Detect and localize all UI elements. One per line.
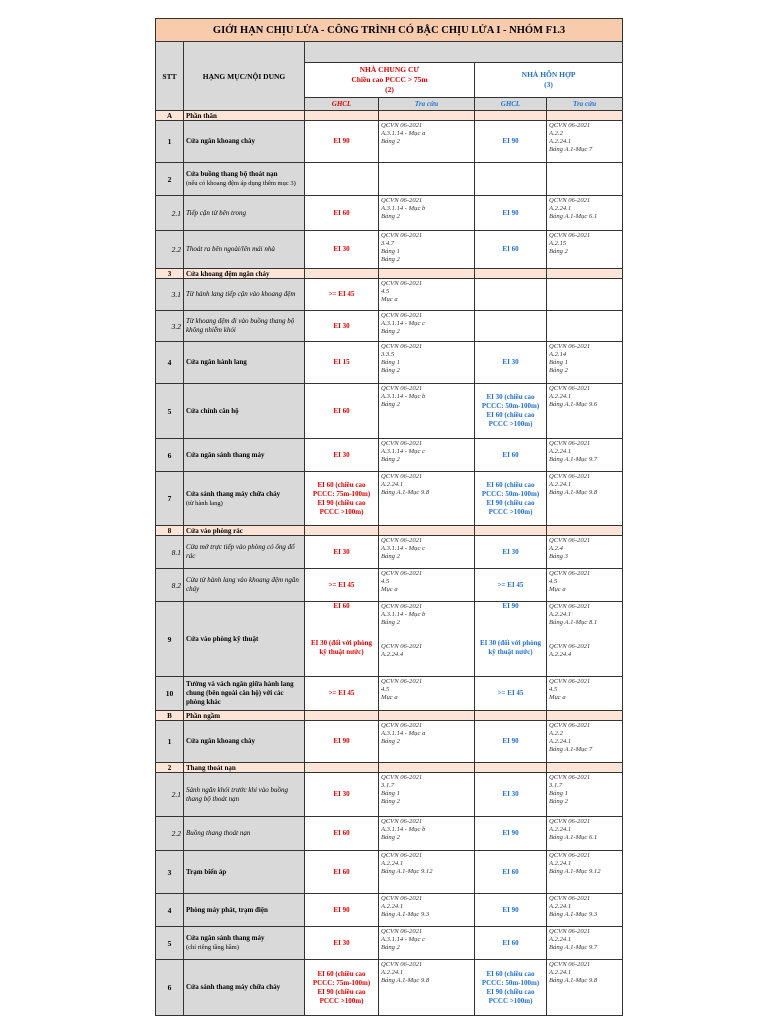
- row-name: [184, 196, 305, 231]
- header-stt: STT: [156, 42, 184, 111]
- tra-cuu-value-2: QCVN 06-2021 4.5 Mục a: [547, 677, 623, 711]
- tra-cuu-value-2: QCVN 06-2021 A.2.2 A.2.24.1 Bảng A.1-Mục 7: [547, 721, 623, 763]
- section-blank: [547, 763, 623, 773]
- ghcl-value-1: EI 60: [305, 384, 379, 439]
- section-row: [156, 269, 623, 279]
- ghcl-value-1: EI 60: [305, 196, 379, 231]
- tra-cuu-value-1: QCVN 06-2021 A.3.1.14 - Mục c Bảng 2: [379, 439, 475, 472]
- group-nha-hon-hop: [475, 63, 623, 98]
- section-blank: [547, 711, 623, 721]
- section-title: Phần ngầm: [184, 711, 305, 721]
- row-name-text: Cửa từ hành lang vào khoang đệm ngăn cháy: [186, 576, 299, 593]
- row-name: [184, 677, 305, 711]
- ghcl-value-1: EI 60 (chiều cao PCCC: 75m-100m) EI 90 (chiều cao PCCC >100m): [305, 960, 379, 1016]
- group2-line2: (3): [544, 80, 553, 89]
- tra-cuu-value-2: QCVN 06-2021 A.2.24.1 Bảng A.1-Mục 9.12: [547, 851, 623, 894]
- row-stt: 2: [156, 163, 184, 196]
- ghcl-value-2: EI 30 (chiều cao PCCC: 50m-100m) EI 60 (chiều cao PCCC >100m): [475, 384, 547, 439]
- row-name-text: Cửa ngăn khoang cháy: [186, 137, 255, 145]
- row-stt: 8.1: [156, 536, 184, 569]
- row-name: [184, 960, 305, 1016]
- section-blank: [379, 269, 475, 279]
- section-blank: [475, 269, 547, 279]
- ghcl-value-1b: EI 30 (đối với phòng kỹ thuật nước): [310, 639, 373, 656]
- page-title: GIỚI HẠN CHỊU LỬA - CÔNG TRÌNH CÓ BẬC CHỊU LỬA I - NHÓM F1.3: [156, 19, 623, 42]
- row-name-text: Cửa ngăn hành lang: [186, 358, 247, 366]
- ghcl-value-1: EI 30: [305, 536, 379, 569]
- ghcl-value-2: EI 30: [475, 536, 547, 569]
- spacer: [307, 611, 376, 639]
- row-name-text: Cửa mở trực tiếp vào phòng có ống đổ rác: [186, 543, 295, 560]
- tra-cuu-value-1: QCVN 06-2021 A.3.1.14 - Mục c Bảng 2: [379, 927, 475, 960]
- table-row: [156, 569, 623, 602]
- tra-cuu-value-1: QCVN 06-2021 4.5 Mục a: [379, 279, 475, 311]
- tra-cuu-value-2: QCVN 06-2021 A.2.24.1 Bảng A.1-Mục 9.7: [547, 439, 623, 472]
- ghcl-value-2: EI 90: [475, 894, 547, 927]
- section-blank: [379, 526, 475, 536]
- table-row: [156, 231, 623, 269]
- ghcl-value-2: EI 60 (chiều cao PCCC: 50m-100m) EI 90 (chiều cao PCCC >100m): [475, 472, 547, 526]
- row-stt: 2.2: [156, 231, 184, 269]
- table-row: [156, 279, 623, 311]
- table-row: [156, 439, 623, 472]
- row-name-text: Tường và vách ngăn giữa hành lang chung (bên ngoài căn hộ) với các phòng khác: [186, 680, 294, 706]
- row-stt: 2.1: [156, 196, 184, 231]
- row-stt: 6: [156, 439, 184, 472]
- ghcl-value-2: EI 60: [475, 851, 547, 894]
- table-row: [156, 196, 623, 231]
- tra-cuu-value-1: [379, 163, 475, 196]
- ghcl-value-1: EI 60: [305, 817, 379, 851]
- row-stt: 5: [156, 927, 184, 960]
- table-body: [156, 111, 623, 1016]
- ghcl-2: GHCL: [475, 98, 547, 111]
- row-stt: 1: [156, 721, 184, 763]
- ghcl-value-2: EI 90: [475, 196, 547, 231]
- group-nha-chung-cu: [305, 63, 475, 98]
- row-name-text: Cửa ngăn sảnh thang máy: [186, 450, 265, 459]
- row-stt: 8.2: [156, 569, 184, 602]
- tra-cuu-value-1: QCVN 06-2021 A.3.1.14 - Mục c Bảng 2: [379, 536, 475, 569]
- group2-line1: NHÀ HỖN HỢP: [521, 70, 576, 79]
- row-stt: 4: [156, 342, 184, 384]
- row-name-text: Tiếp cận từ bên trong: [186, 208, 246, 217]
- row-name-text: Từ hành lang tiếp cận vào khoang đệm: [186, 290, 296, 298]
- section-blank: [475, 763, 547, 773]
- tra-cuu-value-2: QCVN 06-2021 A.2.24.1 Bảng A.1-Mục 9.3: [547, 894, 623, 927]
- tra-cuu-value-1: QCVN 06-2021 A.3.1.14 - Mục a Bảng 2: [379, 121, 475, 163]
- table-row: [156, 894, 623, 927]
- row-name-note: (nếu có khoang đệm áp dụng thêm mục 3): [186, 180, 296, 187]
- section-stt: 8: [156, 526, 184, 536]
- section-blank: [305, 711, 379, 721]
- section-stt: B: [156, 711, 184, 721]
- ghcl-value-1: EI 90: [305, 121, 379, 163]
- ghcl-value-1a: EI 60: [333, 602, 350, 610]
- spacer: [477, 611, 544, 639]
- ghcl-value-1: EI 30: [305, 231, 379, 269]
- section-row: [156, 763, 623, 773]
- table-row: [156, 602, 623, 677]
- ghcl-value-1: EI 30: [305, 439, 379, 472]
- row-name: [184, 817, 305, 851]
- ghcl-value-2: >= EI 45: [475, 569, 547, 602]
- tra-cuu-value-1: QCVN 06-2021 3.3.5 Bảng 1 Bảng 2: [379, 342, 475, 384]
- row-name-text: Cửa vào phòng kỹ thuật: [186, 634, 259, 643]
- section-blank: [305, 526, 379, 536]
- row-name: [184, 342, 305, 384]
- tra-cuu-value-2: QCVN 06-2021 A.2.15 Bảng 2: [547, 231, 623, 269]
- row-name: [184, 384, 305, 439]
- row-name: [184, 602, 305, 677]
- section-row: [156, 111, 623, 121]
- row-name-text: Cửa chính căn hộ: [186, 406, 239, 415]
- row-name-text: Từ khoang đệm đi vào buồng thang bộ không nhiễm khói: [186, 317, 295, 334]
- ghcl-value-1: >= EI 45: [305, 569, 379, 602]
- row-stt: 4: [156, 894, 184, 927]
- ghcl-value-2: EI 60 (chiều cao PCCC: 50m-100m) EI 90 (chiều cao PCCC >100m): [475, 960, 547, 1016]
- section-blank: [305, 269, 379, 279]
- row-name: [184, 231, 305, 269]
- section-blank: [547, 526, 623, 536]
- row-stt: 3.1: [156, 279, 184, 311]
- table-row: [156, 927, 623, 960]
- row-name: [184, 311, 305, 342]
- section-blank: [547, 269, 623, 279]
- table-row: [156, 960, 623, 1016]
- tra-cuu-value-2: QCVN 06-2021 A.2.24.1 Bảng A.1-Mục 6.1: [547, 196, 623, 231]
- ghcl-value-2: [475, 279, 547, 311]
- ghcl-value-2: EI 90: [475, 817, 547, 851]
- tra-cuu-value-2: [547, 279, 623, 311]
- row-name-text: Cửa sảnh thang máy chữa cháy: [186, 489, 281, 498]
- table-row: [156, 472, 623, 526]
- ghcl-value-2: EI 60: [475, 231, 547, 269]
- tra-cuu-value-2: QCVN 06-2021 A.2.24.1 Bảng A.1-Mục 8.1 QCVN 06-2021 A.2.24.4: [547, 602, 623, 677]
- header-hang-muc: HẠNG MỤC/NỘI DUNG: [184, 42, 305, 111]
- row-stt: 9: [156, 602, 184, 677]
- tra-cuu-value-2: QCVN 06-2021 A.2.24.1 Bảng A.1-Mục 9.6: [547, 384, 623, 439]
- tra-cuu-value-2: QCVN 06-2021 A.2.24.1 Bảng A.1-Mục 9.8: [547, 472, 623, 526]
- ghcl-value-1: EI 15: [305, 342, 379, 384]
- row-stt: 1: [156, 121, 184, 163]
- row-name-text: Buồng thang thoát nạn: [186, 829, 251, 837]
- tra-cuu-value-2: QCVN 06-2021 3.1.7 Bảng 1 Bảng 2: [547, 773, 623, 817]
- row-name-text: Sảnh ngăn khói trước khi vào buồng thang bộ thoát nạn: [186, 785, 289, 803]
- row-name: [184, 536, 305, 569]
- ghcl-value-2: EI 30: [475, 773, 547, 817]
- row-stt: 10: [156, 677, 184, 711]
- section-title: Phần thân: [184, 111, 305, 121]
- ghcl-value-1: EI 90: [305, 894, 379, 927]
- tra-cuu-2: Tra cứu: [547, 98, 623, 111]
- ghcl-value-1: EI 30: [305, 311, 379, 342]
- row-name-text: Cửa sảnh thang máy chữa cháy: [186, 983, 281, 991]
- row-name: [184, 894, 305, 927]
- section-blank: [379, 711, 475, 721]
- ghcl-value-2: EI 60: [475, 927, 547, 960]
- row-name: [184, 121, 305, 163]
- section-blank: [305, 111, 379, 121]
- row-stt: 3.2: [156, 311, 184, 342]
- row-name-text: Thoát ra bên ngoài/lên mái nhà: [186, 245, 275, 253]
- row-name-note: (từ hành lang): [186, 499, 223, 507]
- ghcl-value-1: >= EI 45: [305, 279, 379, 311]
- section-blank: [475, 526, 547, 536]
- table-row: [156, 773, 623, 817]
- section-row: [156, 711, 623, 721]
- ghcl-value-2: EI 60: [475, 439, 547, 472]
- ghcl-value-1: EI 30: [305, 773, 379, 817]
- table-row: [156, 817, 623, 851]
- tra-cuu-value-1: QCVN 06-2021 3.1.7 Bảng 1 Bảng 2: [379, 773, 475, 817]
- tra-cuu-value-1: QCVN 06-2021 A.2.24.1 Bảng A.1-Mục 9.3: [379, 894, 475, 927]
- table-row: [156, 121, 623, 163]
- table-row: [156, 721, 623, 763]
- ghcl-value-2: [475, 602, 547, 677]
- ghcl-value-2: EI 90: [475, 121, 547, 163]
- section-row: [156, 526, 623, 536]
- section-title: Cửa vào phòng rác: [184, 526, 305, 536]
- row-stt: 6: [156, 960, 184, 1016]
- header-row: [156, 42, 623, 63]
- row-stt: 3: [156, 851, 184, 894]
- title-row: [156, 19, 623, 42]
- section-blank: [305, 763, 379, 773]
- row-name-text: Trạm biến áp: [186, 867, 227, 876]
- table-row: [156, 384, 623, 439]
- row-stt: 2.1: [156, 773, 184, 817]
- row-name: [184, 163, 305, 196]
- row-name: [184, 851, 305, 894]
- tra-cuu-value-2: QCVN 06-2021 A.2.2 A.2.24.1 Bảng A.1-Mục 7: [547, 121, 623, 163]
- section-blank: [475, 711, 547, 721]
- ghcl-value-2b: EI 30 (đối với phòng kỹ thuật nước): [479, 639, 542, 656]
- row-stt: 5: [156, 384, 184, 439]
- section-blank: [475, 111, 547, 121]
- ghcl-value-1: EI 30: [305, 927, 379, 960]
- tra-cuu-value-1: QCVN 06-2021 A.2.24.1 Bảng A.1-Mục 9.12: [379, 851, 475, 894]
- tra-cuu-value-1: QCVN 06-2021 4.5 Mục a: [379, 677, 475, 711]
- row-name-text: Phòng máy phát, trạm điện: [186, 905, 268, 914]
- tra-cuu-value-2: QCVN 06-2021 A.2.24.1 Bảng A.1-Mục 6.1: [547, 817, 623, 851]
- ghcl-value-2a: EI 90: [502, 602, 519, 610]
- section-blank: [379, 111, 475, 121]
- group1-line1: NHÀ CHUNG CƯ: [359, 65, 420, 74]
- tra-cuu-value-2: [547, 163, 623, 196]
- ghcl-value-1: EI 90: [305, 721, 379, 763]
- table-row: [156, 536, 623, 569]
- row-name: [184, 927, 305, 960]
- ghcl-value-2: [475, 163, 547, 196]
- header-blank: [305, 42, 623, 63]
- row-name-text: Cửa ngăn sảnh thang máy: [186, 934, 265, 942]
- row-name-text: Cửa ngăn khoang cháy: [186, 737, 255, 745]
- ghcl-value-1: EI 60: [305, 851, 379, 894]
- ghcl-1: GHCL: [305, 98, 379, 111]
- tra-cuu-value-1: QCVN 06-2021 4.5 Mục a: [379, 569, 475, 602]
- row-name: [184, 721, 305, 763]
- tra-cuu-value-1: QCVN 06-2021 A.3.1.14 - Mục c Bảng 2: [379, 311, 475, 342]
- row-name: [184, 773, 305, 817]
- ghcl-value-2: EI 90: [475, 721, 547, 763]
- ghcl-value-2: >= EI 45: [475, 677, 547, 711]
- tra-cuu-1: Tra cứu: [379, 98, 475, 111]
- tra-cuu-value-1: QCVN 06-2021 A.3.1.14 - Mục b Bảng 2: [379, 196, 475, 231]
- section-stt: 2: [156, 763, 184, 773]
- section-blank: [547, 111, 623, 121]
- row-name: [184, 439, 305, 472]
- tra-cuu-value-1: QCVN 06-2021 A.3.1.14 - Mục b Bảng 2: [379, 384, 475, 439]
- tra-cuu-value-2: QCVN 06-2021 A.2.14 Bảng 1 Bảng 2: [547, 342, 623, 384]
- section-stt: 3: [156, 269, 184, 279]
- row-name-note: (chỉ riêng tầng hầm): [186, 944, 239, 951]
- tra-cuu-value-1: QCVN 06-2021 A.2.24.1 Bảng A.1-Mục 9.8: [379, 472, 475, 526]
- table-row: [156, 342, 623, 384]
- tra-cuu-value-1: QCVN 06-2021 A.3.1.14 - Mục b Bảng 2: [379, 817, 475, 851]
- section-stt: A: [156, 111, 184, 121]
- tra-cuu-value-1: QCVN 06-2021 A.3.1.14 - Mục a Bảng 2: [379, 721, 475, 763]
- row-name: [184, 279, 305, 311]
- row-name-text: Cửa buồng thang bộ thoát nạn: [186, 170, 278, 178]
- section-title: Thang thoát nạn: [184, 763, 305, 773]
- tra-cuu-value-2: QCVN 06-2021 A.2.24.1 Bảng A.1-Mục 9.7: [547, 927, 623, 960]
- tra-cuu-value-2: QCVN 06-2021 A.2.4 Bảng 3: [547, 536, 623, 569]
- table-row: [156, 311, 623, 342]
- tra-cuu-value-2: [547, 311, 623, 342]
- tra-cuu-value-1: QCVN 06-2021 3.4.7 Bảng 1 Bảng 2: [379, 231, 475, 269]
- ghcl-value-2: EI 30: [475, 342, 547, 384]
- tra-cuu-value-1: QCVN 06-2021 A.3.1.14 - Mục b Bảng 2 QCVN 06-2021 A.2.24.4: [379, 602, 475, 677]
- table-row: [156, 851, 623, 894]
- row-name: [184, 472, 305, 526]
- table-row: [156, 677, 623, 711]
- tra-cuu-value-2: QCVN 06-2021 A.2.24.1 Bảng A.1-Mục 9.8: [547, 960, 623, 1016]
- ghcl-value-1: [305, 163, 379, 196]
- group1-line3: (2): [385, 85, 394, 94]
- ghcl-value-1: EI 60 (chiều cao PCCC: 75m-100m) EI 90 (chiều cao PCCC >100m): [305, 472, 379, 526]
- group1-line2: Chiều cao PCCC > 75m: [351, 75, 428, 84]
- tra-cuu-value-1: QCVN 06-2021 A.2.24.1 Bảng A.1-Mục 9.8: [379, 960, 475, 1016]
- ghcl-value-1: >= EI 45: [305, 677, 379, 711]
- section-title: Cửa khoang đệm ngăn cháy: [184, 269, 305, 279]
- fire-resistance-table: [155, 18, 623, 1016]
- ghcl-value-2: [475, 311, 547, 342]
- tra-cuu-value-2: QCVN 06-2021 4.5 Mục a: [547, 569, 623, 602]
- row-stt: 7: [156, 472, 184, 526]
- row-name: [184, 569, 305, 602]
- section-blank: [379, 763, 475, 773]
- row-stt: 2.2: [156, 817, 184, 851]
- ghcl-value-1: [305, 602, 379, 677]
- table-row: [156, 163, 623, 196]
